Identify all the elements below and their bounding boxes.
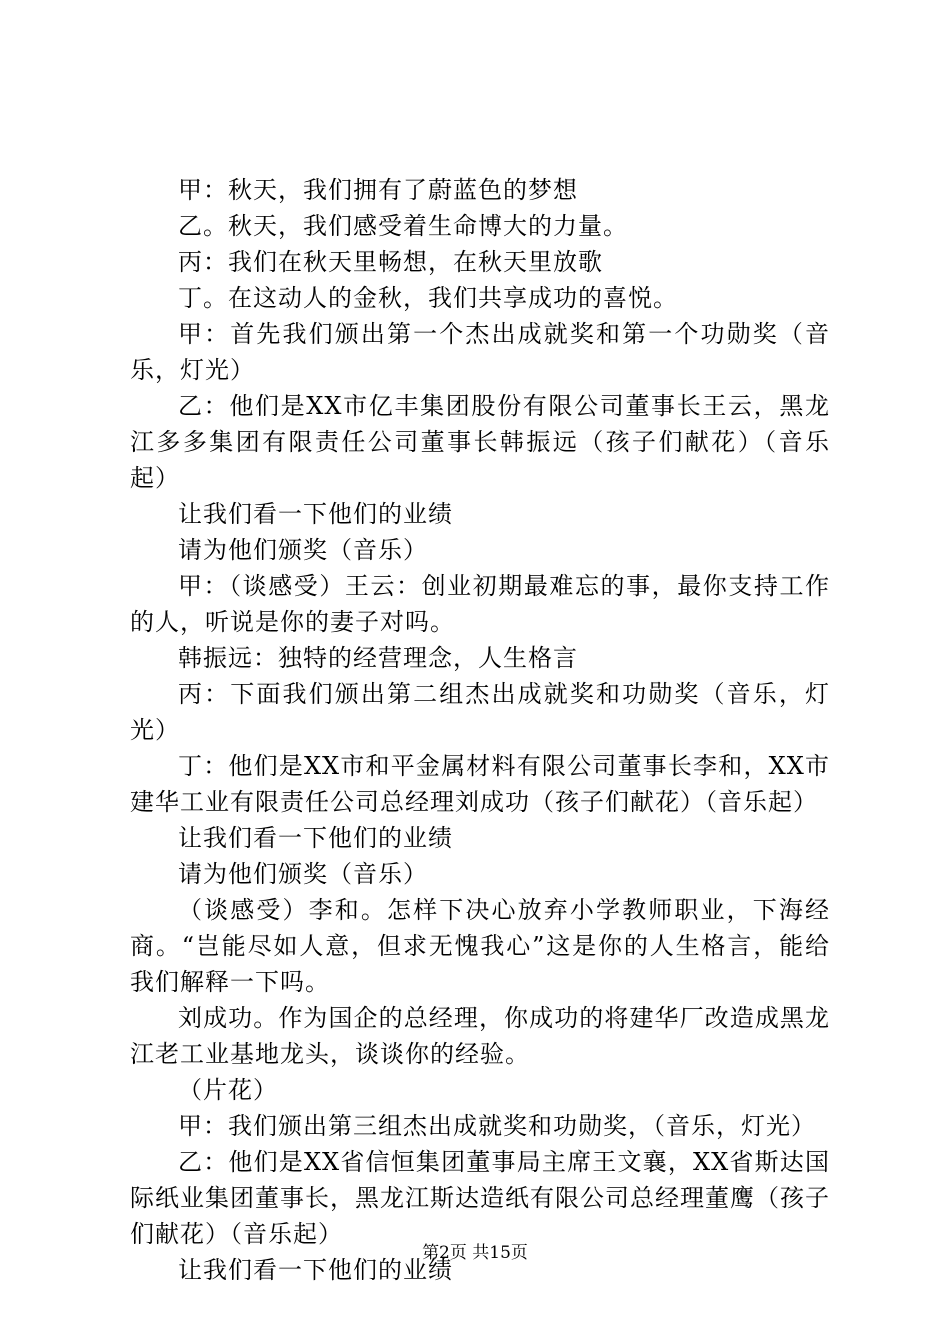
paragraph: 请为他们颁奖（音乐） <box>178 860 428 888</box>
paragraph: （片花） <box>178 1076 278 1104</box>
paragraph: 甲：秋天，我们拥有了蔚蓝色的梦想 <box>178 176 578 204</box>
document-body <box>130 172 830 1288</box>
paragraph: 丙：我们在秋天里畅想，在秋天里放歌 <box>178 248 603 276</box>
paragraph: 丁：他们是XX市和平金属材料有限公司董事长李和，XX市建华工业有限责任公司总经理刘成功（孩子们献花）（音乐起） <box>130 752 830 816</box>
paragraph: 乙：他们是XX市亿丰集团股份有限公司董事长王云，黑龙江多多集团有限责任公司董事长韩振远（孩子们献花）（音乐起） <box>130 392 830 492</box>
paragraph: （谈感受）李和。怎样下决心放弃小学教师职业，下海经商。“岂能尽如人意，但求无愧我心”这是你的人生格言，能给我们解释一下吗。 <box>130 896 830 996</box>
paragraph: 让我们看一下他们的业绩 <box>178 500 453 528</box>
paragraph: 乙：他们是XX省信恒集团董事局主席王文襄，XX省斯达国际纸业集团董事长，黑龙江斯达造纸有限公司总经理董鹰（孩子们献花）（音乐起） <box>130 1148 830 1248</box>
paragraph: 让我们看一下他们的业绩 <box>178 1256 453 1284</box>
paragraph: 刘成功。作为国企的总经理，你成功的将建华厂改造成黑龙江老工业基地龙头，谈谈你的经验。 <box>130 1004 830 1068</box>
paragraph: 甲：我们颁出第三组杰出成就奖和功勋奖，（音乐，灯光） <box>178 1112 816 1140</box>
page-footer <box>0 1238 950 1263</box>
paragraph: 让我们看一下他们的业绩 <box>178 824 453 852</box>
page-number-label: 第2页 共15页 <box>422 1243 528 1263</box>
paragraph: 丁。在这动人的金秋，我们共享成功的喜悦。 <box>178 284 678 312</box>
paragraph: 请为他们颁奖（音乐） <box>178 536 428 564</box>
paragraph: 甲：（谈感受）王云：创业初期最难忘的事，最你支持工作的人，听说是你的妻子对吗。 <box>130 572 830 636</box>
paragraph: 韩振远：独特的经营理念，人生格言 <box>178 644 578 672</box>
paragraph: 甲：首先我们颁出第一个杰出成就奖和第一个功勋奖（音乐，灯光） <box>130 320 830 384</box>
paragraph: 丙：下面我们颁出第二组杰出成就奖和功勋奖（音乐，灯光） <box>130 680 830 744</box>
paragraph: 乙。秋天，我们感受着生命博大的力量。 <box>178 212 628 240</box>
